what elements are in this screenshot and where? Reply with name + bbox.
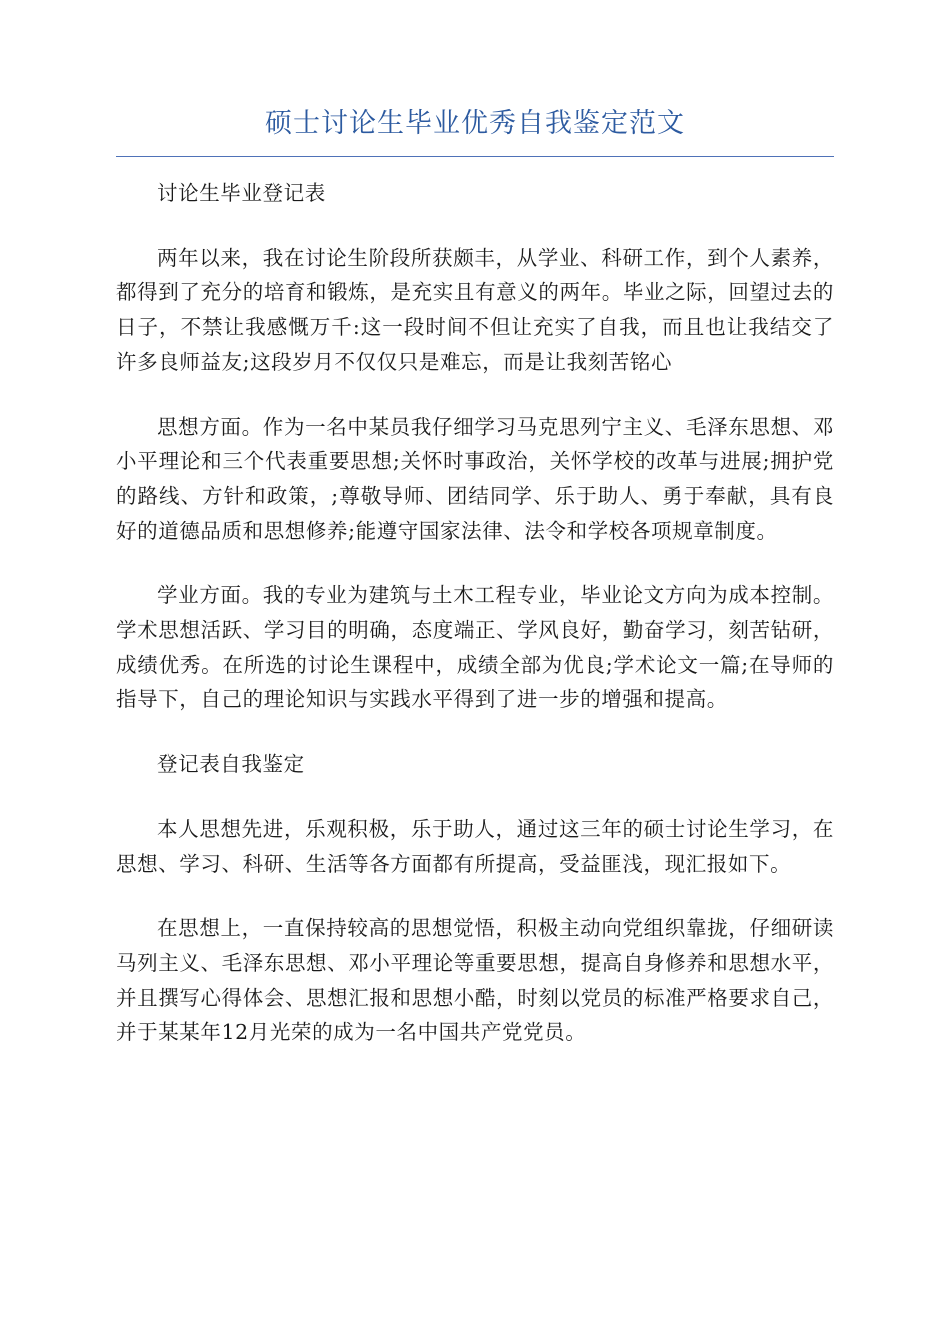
section-heading-self-assessment: 登记表自我鉴定 [157, 752, 305, 777]
title-block [116, 104, 834, 157]
section-heading-registration-form: 讨论生毕业登记表 [157, 181, 326, 205]
paragraph-intro: 两年以来，我在讨论生阶段所获颇丰，从学业、科研工作，到个人素养，都得到了充分的培育和锻炼，是充实且有意义的两年。毕业之际，回望过去的日子，不禁让我感慨万千:这一段时间不但让充实了自我，而且也让我结交了许多良师益友;这段岁月不仅仅只是难忘，而是让我刻苦铭心 [116, 245, 834, 374]
paragraph-summary: 本人思想先进，乐观积极，乐于助人，通过这三年的硕士讨论生学习，在思想、学习、科研、生活等各方面都有所提高，受益匪浅，现汇报如下。 [116, 816, 834, 876]
paragraph-ideology: 思想方面。作为一名中某员我仔细学习马克思列宁主义、毛泽东思想、邓小平理论和三个代表重要思想;关怀时事政治，关怀学校的改革与进展;拥护党的路线、方针和政策，;尊敬导师、团结同学、乐于助人、勇于奉献，具有良好的道德品质和思想修养;能遵守国家法律、法令和学校各项规章制度。 [116, 414, 834, 543]
paragraph-thought: 在思想上，一直保持较高的思想觉悟，积极主动向党组织靠拢，仔细研读马列主义、毛泽东思想、邓小平理论等重要思想，提高自身修养和思想水平，并且撰写心得体会、思想汇报和思想小酷，时刻以党员的标准严格要求自己，并于某某年12月光荣的成为一名中国共产党党员。 [116, 916, 834, 1045]
page-title: 硕士讨论生毕业优秀自我鉴定范文 [265, 108, 685, 139]
document-body [116, 176, 834, 1080]
paragraph-academics: 学业方面。我的专业为建筑与土木工程专业，毕业论文方向为成本控制。学术思想活跃、学习目的明确，态度端正、学风良好，勤奋学习，刻苦钻研，成绩优秀。在所选的讨论生课程中，成绩全部为优良;学术论文一篇;在导师的指导下，自己的理论知识与实践水平得到了进一步的增强和提高。 [116, 583, 834, 712]
